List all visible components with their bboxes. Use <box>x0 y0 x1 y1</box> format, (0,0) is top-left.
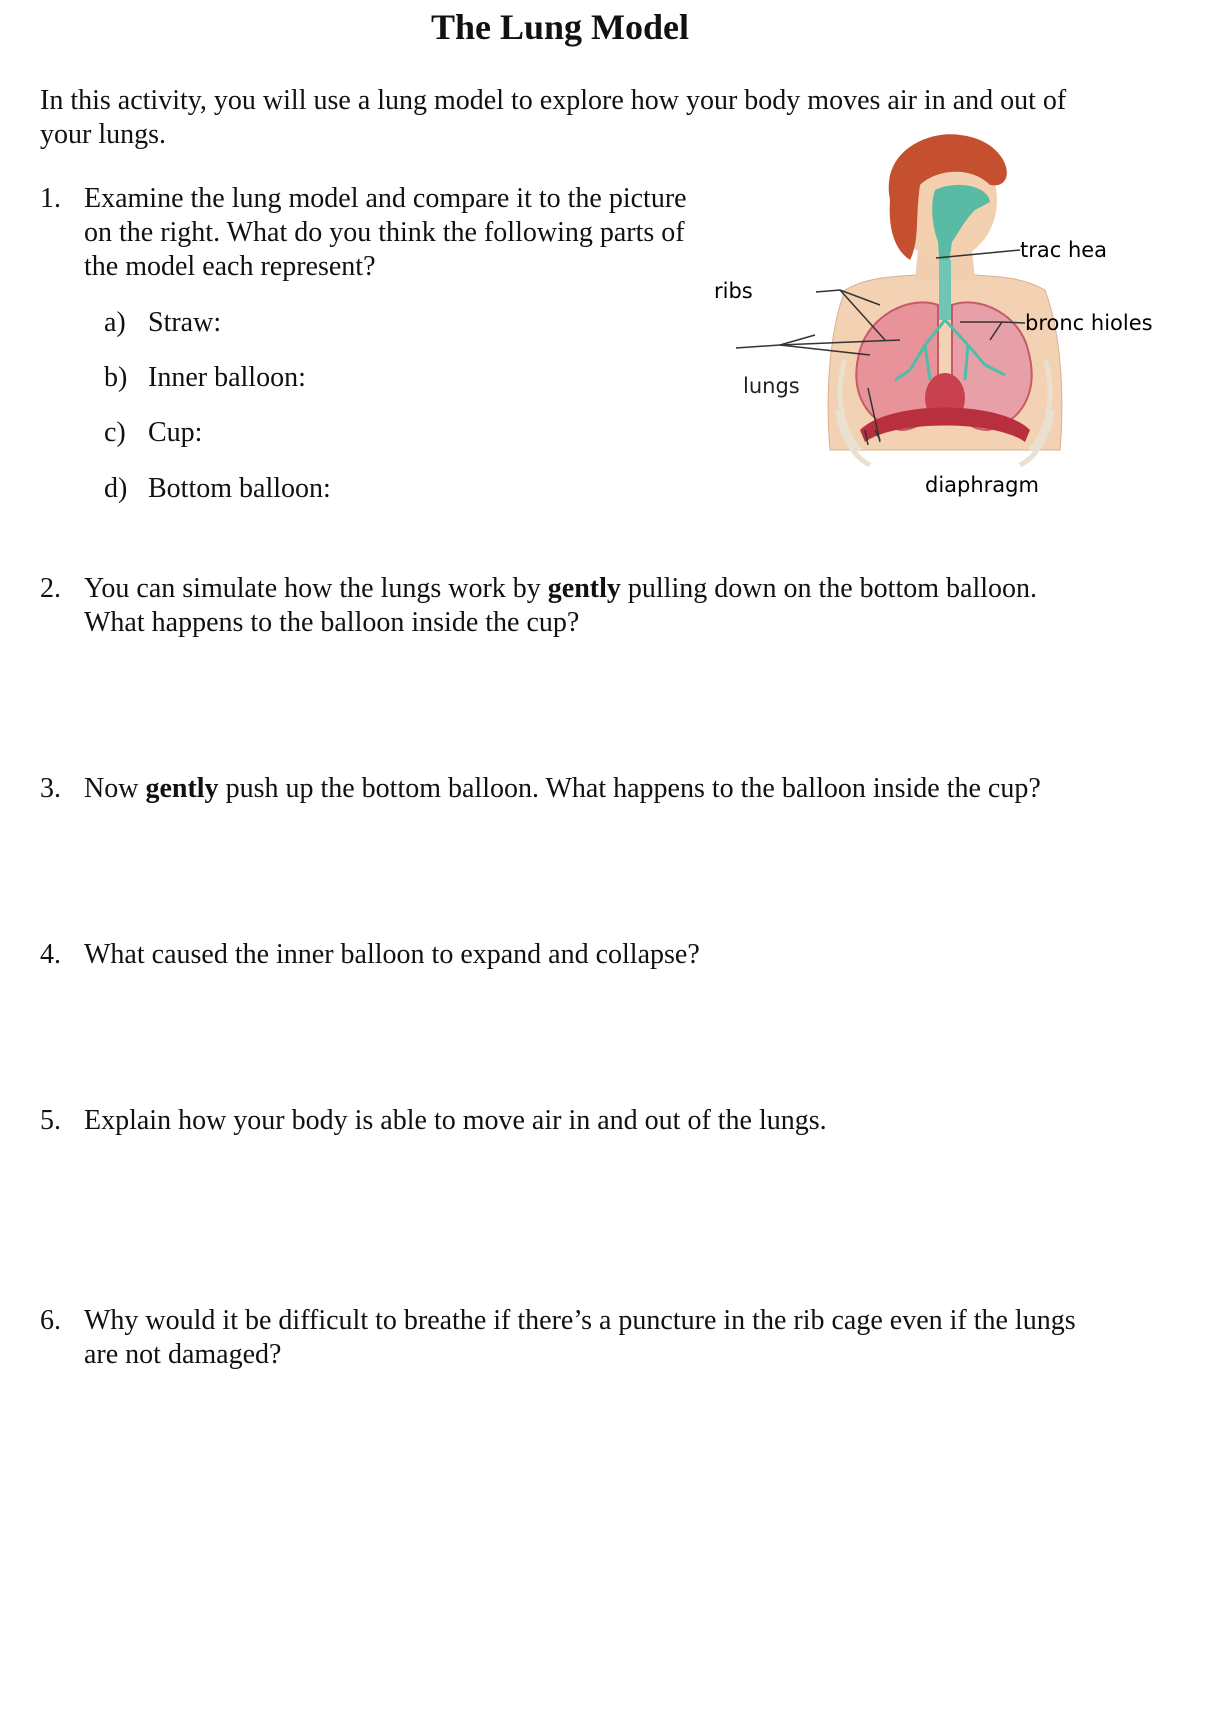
question-6: 6. Why would it be difficult to breathe if there’s a puncture in the rib cage even if the lungs are not damaged? <box>40 1305 1076 1370</box>
trachea-label: trac hea <box>1020 238 1108 262</box>
question-4: 4. What caused the inner balloon to expand and collapse? <box>40 939 700 970</box>
respiratory-diagram <box>714 130 1230 530</box>
ribs-label: ribs <box>714 279 753 303</box>
question-2: 2. You can simulate how the lungs work by gently pulling down on the bottom balloon. What happens to the balloon inside the cup? <box>40 573 1037 638</box>
lungs-label: lungs <box>743 374 800 398</box>
trachea-tube <box>939 260 951 320</box>
question-3: 3. Now gently push up the bottom balloon. What happens to the balloon inside the cup? <box>40 773 1041 804</box>
subitem-cup: c) Cup: <box>104 417 203 448</box>
page-title: The Lung Model <box>430 7 690 47</box>
question-text: Examine the lung model and compare it to the picture on the right. What do you think the following parts of the model each represent? <box>84 183 687 282</box>
intro-text: In this activity, you will use a lung model to explore how your body moves air in and out of your lungs. <box>40 85 1067 150</box>
question-number: 1. <box>40 183 61 214</box>
subitem-inner-balloon: b) Inner balloon: <box>104 362 306 393</box>
bronchioles-label: bronc hioles <box>1025 311 1153 335</box>
subitem-bottom-balloon: d) Bottom balloon: <box>104 473 331 504</box>
diaphragm-label: diaphragm <box>925 473 1039 497</box>
question-1 <box>0 166 700 282</box>
subitem-straw: a) Straw: <box>104 307 222 338</box>
question-5: 5. Explain how your body is able to move air in and out of the lungs. <box>40 1105 827 1136</box>
